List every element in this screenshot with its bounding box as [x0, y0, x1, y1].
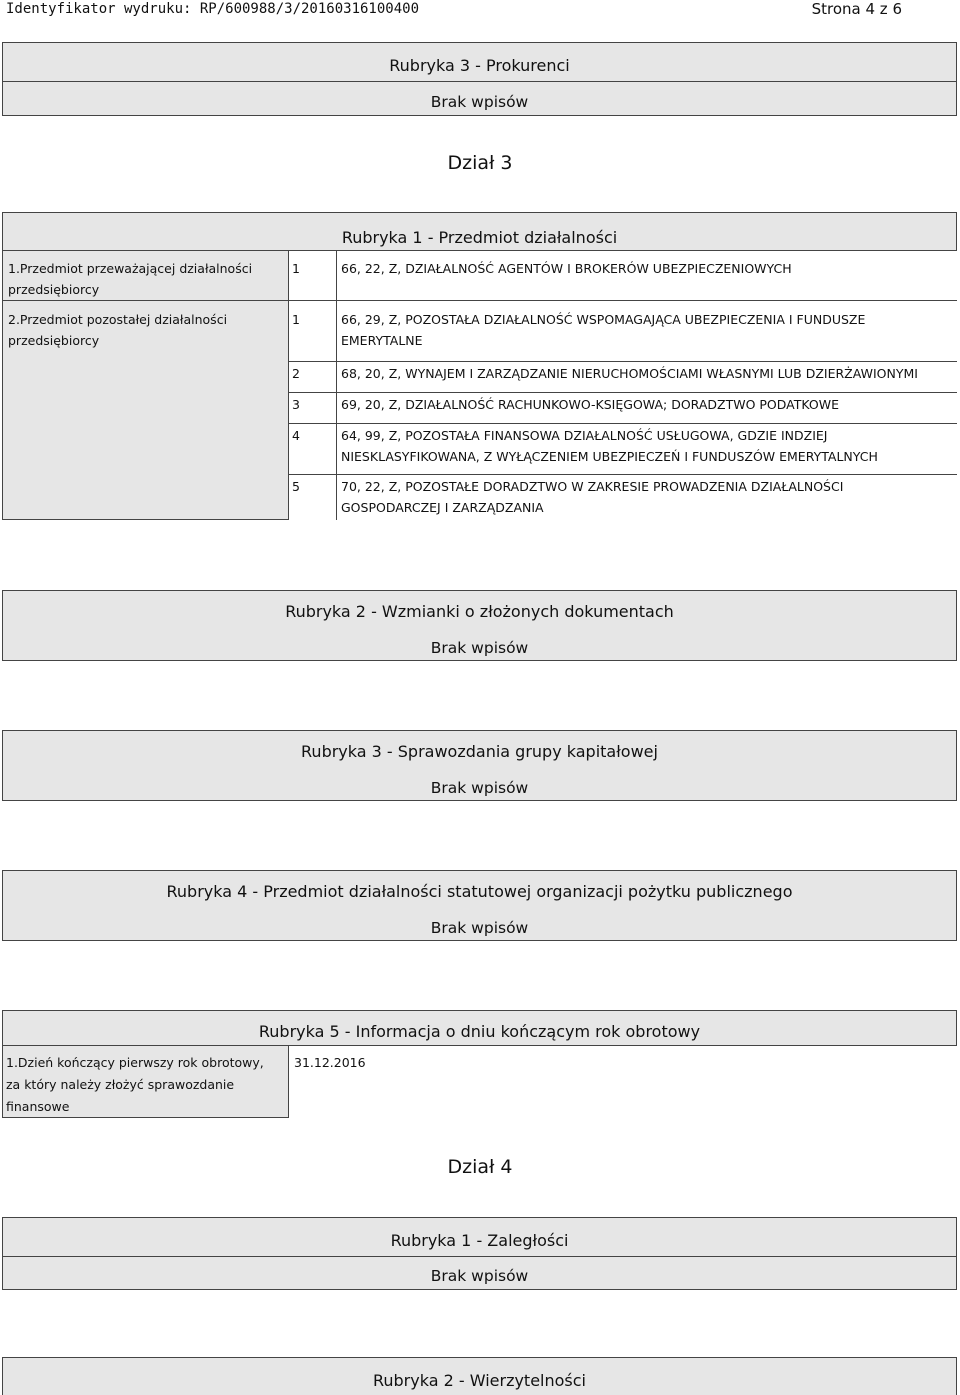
section-title: Rubryka 4 - Przedmiot działalności statutowej organizacji pożytku publicznego: [166, 882, 793, 901]
label-line: 1.Dzień kończący pierwszy rok obrotowy,: [6, 1055, 264, 1070]
section-opp: [2, 870, 957, 941]
section-title: Rubryka 3 - Sprawozdania grupy kapitałowej: [301, 742, 658, 761]
activity-code: 69, 20, Z, DZIAŁALNOŚĆ RACHUNKOWO-KSIĘGOWA; DORADZTWO PODATKOWE: [341, 397, 840, 412]
main-activity-label: [2, 258, 288, 300]
row-separator: [288, 474, 957, 475]
table-top-border: [2, 250, 957, 251]
label-line: 2.Przedmiot pozostałej działalności: [8, 312, 228, 327]
section-title: Rubryka 1 - Przedmiot działalności: [341, 228, 618, 247]
empty-note: Brak wpisów: [430, 1267, 529, 1285]
dzial-4-heading: Dział 4: [447, 1156, 513, 1178]
section-sprawozdania: [2, 730, 957, 801]
section-wzmianki: [2, 590, 957, 661]
section-wierzytelnosci: [2, 1357, 957, 1395]
row-number: 3: [292, 397, 300, 412]
activity-line: 66, 29, Z, POZOSTAŁA DZIAŁALNOŚĆ WSPOMAGAJĄCA UBEZPIECZENIA I FUNDUSZE: [341, 312, 866, 327]
activity-line: 64, 99, Z, POZOSTAŁA FINANSOWA DZIAŁALNOŚĆ USŁUGOWA, GDZIE INDZIEJ: [341, 428, 828, 443]
row-number: 5: [292, 479, 300, 494]
activity-line: EMERYTALNE: [341, 333, 423, 348]
label-line: za który należy złożyć sprawozdanie: [6, 1077, 235, 1092]
page-number: Strona 4 z 6: [811, 0, 902, 18]
fiscal-year-end-date: 31.12.2016: [294, 1055, 366, 1070]
empty-note: Brak wpisów: [430, 919, 529, 937]
section-title: Rubryka 2 - Wzmianki o złożonych dokumentach: [285, 602, 674, 621]
activity-line: NIESKLASYFIKOWANA, Z WYŁĄCZENIEM UBEZPIECZEŃ I FUNDUSZÓW EMERYTALNYCH: [341, 449, 878, 464]
activity-code: 66, 22, Z, DZIAŁALNOŚĆ AGENTÓW I BROKERÓW UBEZPIECZENIOWYCH: [341, 261, 792, 276]
divider: [3, 1256, 956, 1257]
label-column-border: [288, 1045, 289, 1118]
other-activity-label: [2, 309, 288, 351]
row-number: 1: [292, 312, 300, 327]
activity-code: [337, 425, 955, 467]
label-line: przedsiębiorcy: [8, 333, 100, 348]
activity-code: 68, 20, Z, WYNAJEM I ZARZĄDZANIE NIERUCHOMOŚCIAMI WŁASNYMI LUB DZIERŻAWIONYMI: [341, 366, 918, 381]
activity-line: 70, 22, Z, POZOSTAŁE DORADZTWO W ZAKRESIE PROWADZENIA DZIAŁALNOŚCI: [341, 479, 844, 494]
row-separator: [288, 300, 957, 301]
section-title: Rubryka 3 - Prokurenci: [389, 56, 570, 75]
section-title: Rubryka 2 - Wierzytelności: [372, 1371, 586, 1390]
empty-note: Brak wpisów: [430, 639, 529, 657]
activity-line: GOSPODARCZEJ I ZARZĄDZANIA: [341, 500, 544, 515]
empty-note: Brak wpisów: [430, 779, 529, 797]
activity-code: [337, 309, 955, 351]
print-identifier: Identyfikator wydruku: RP/600988/3/20160316100400: [6, 1, 420, 17]
label-line: 1.Przedmiot przeważającej działalności: [8, 261, 253, 276]
row-number: 1: [292, 261, 300, 276]
fiscal-year-label: [0, 1052, 288, 1118]
dzial-3-heading: Dział 3: [447, 152, 513, 174]
row-separator: [288, 423, 957, 424]
label-column-border: [288, 250, 289, 520]
row-number: 2: [292, 366, 300, 381]
table-top-border: [2, 1045, 957, 1046]
row-number: 4: [292, 428, 300, 443]
section-title: Rubryka 5 - Informacja o dniu kończącym rok obrotowy: [258, 1022, 701, 1041]
activity-code: [337, 476, 955, 518]
section-prokurenci: [2, 42, 957, 116]
section-title: Rubryka 1 - Zaległości: [390, 1231, 569, 1250]
divider: [3, 81, 956, 82]
row-separator: [288, 361, 957, 362]
empty-note: Brak wpisów: [430, 93, 529, 111]
label-line: finansowe: [6, 1099, 70, 1114]
label-separator: [2, 300, 288, 301]
row-separator: [288, 392, 957, 393]
section-zaleglosci: [2, 1217, 957, 1290]
label-line: przedsiębiorcy: [8, 282, 100, 297]
